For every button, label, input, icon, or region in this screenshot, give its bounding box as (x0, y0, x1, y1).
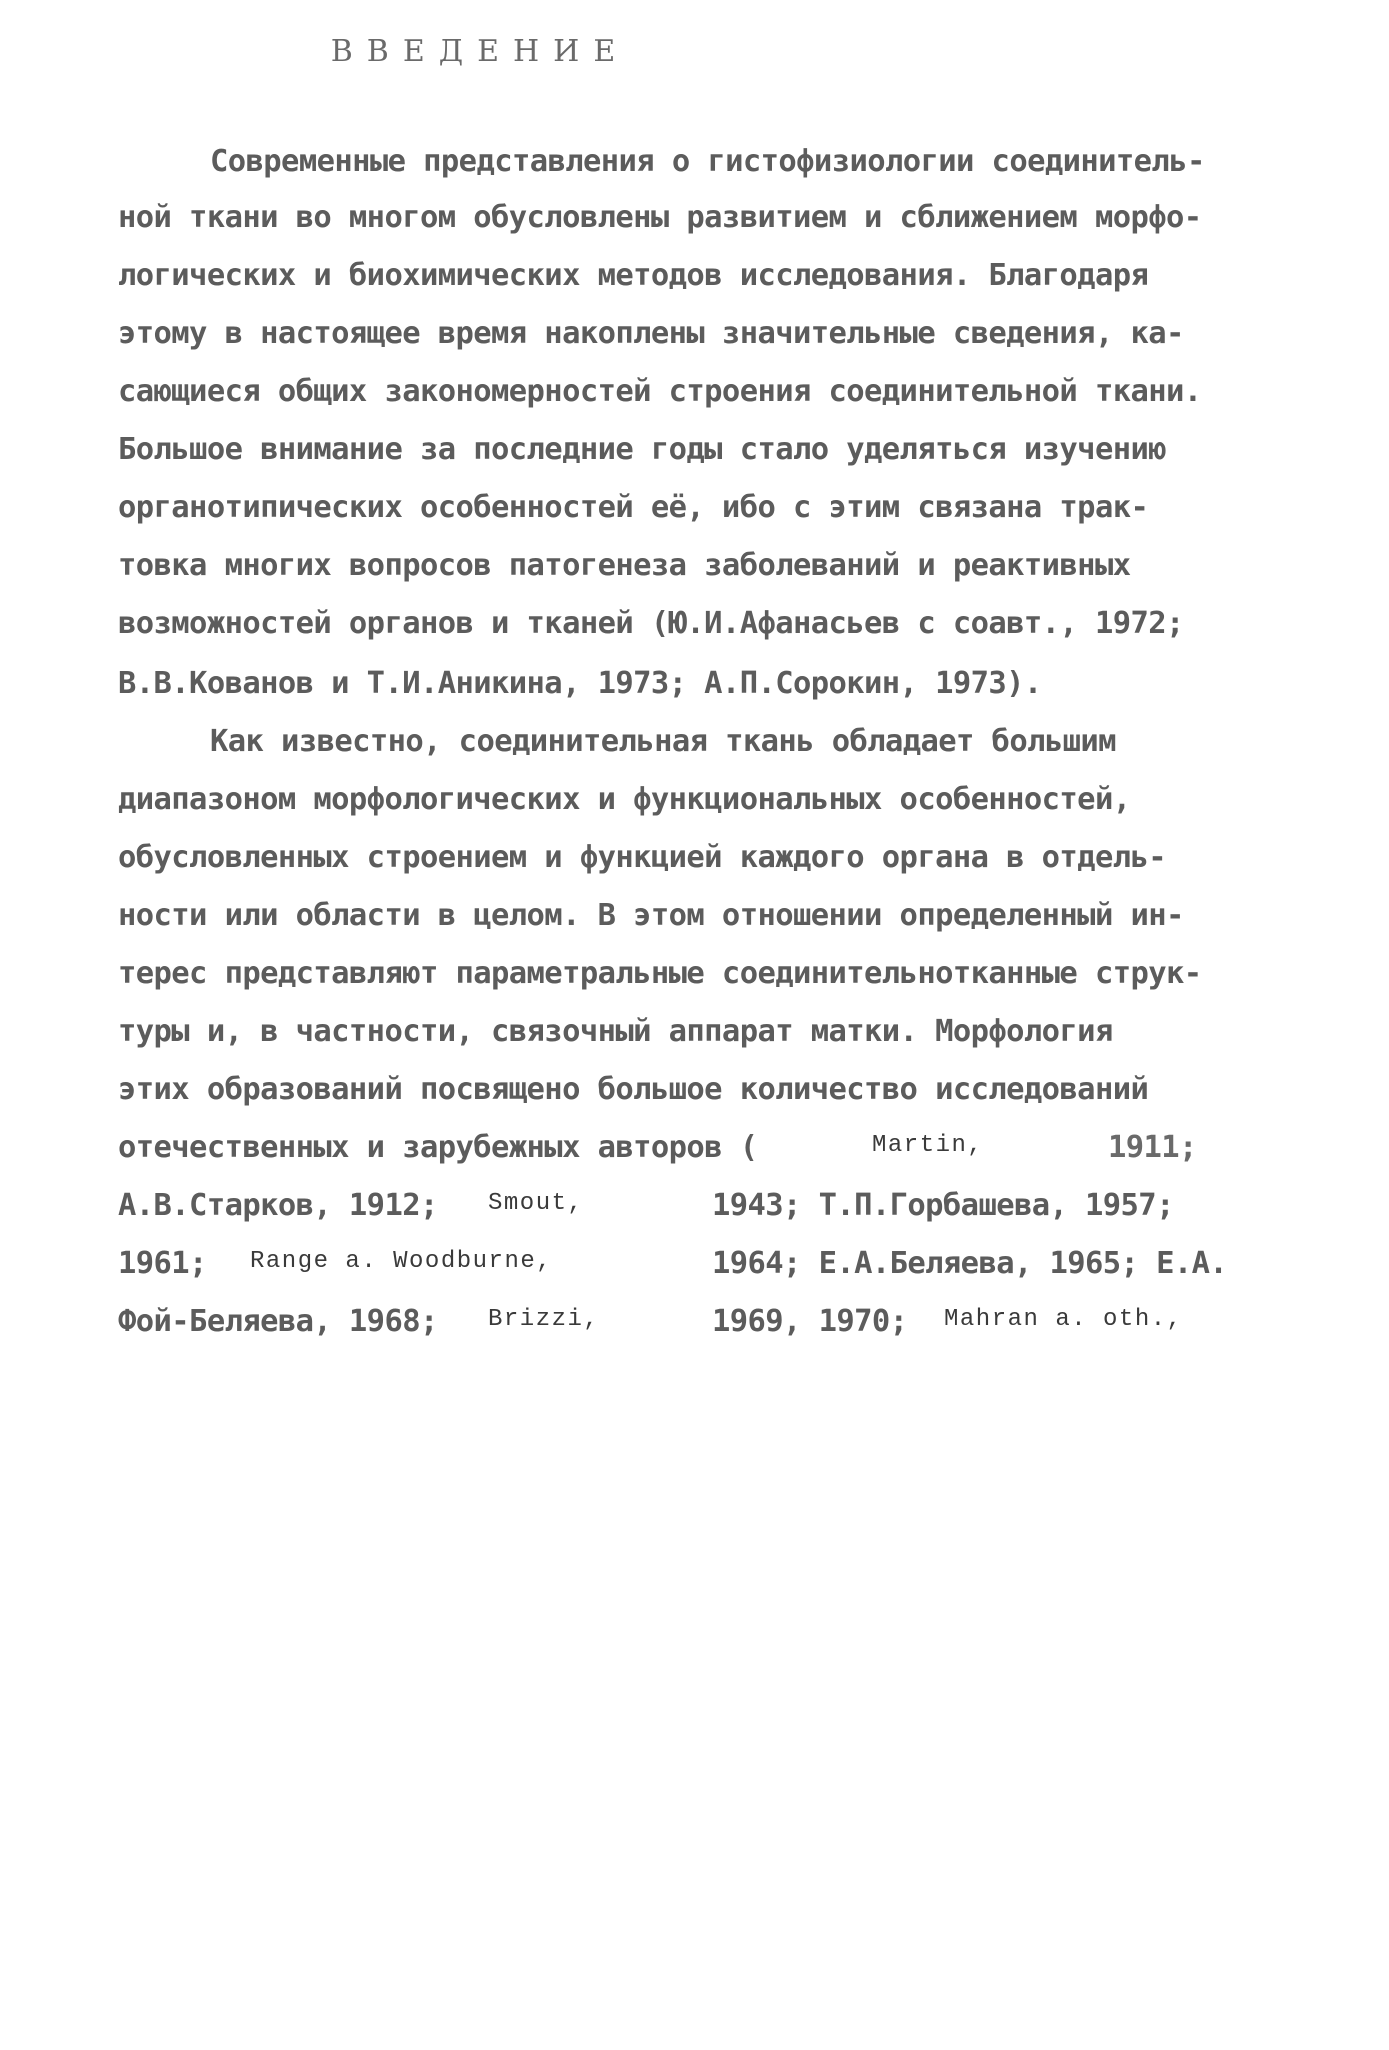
citation-latin-author: Brizzi, (488, 1306, 600, 1333)
text-line: возможностей органов и тканей (Ю.И.Афанасьев с соавт., 1972; (118, 606, 1184, 641)
text-line: ной ткани во многом обусловлены развитием и сближением морфо- (118, 200, 1202, 235)
text-line: В.В.Кованов и Т.И.Аникина, 1973; А.П.Сорокин, 1973). (118, 666, 1042, 701)
citation-latin-author: Martin, (872, 1132, 984, 1159)
text-line: ности или области в целом. В этом отношении определенный ин- (118, 898, 1184, 933)
text-line: Современные представления о гистофизиологии соединитель- (210, 144, 1205, 179)
citation-text: 1961; (118, 1246, 207, 1281)
text-line: этому в настоящее время накоплены значительные сведения, ка- (118, 316, 1184, 351)
citation-text: Фой-Беляева, 1968; (118, 1304, 438, 1339)
text-line: органотипических особенностей её, ибо с этим связана трак- (118, 490, 1149, 525)
citation-text: А.В.Старков, 1912; (118, 1188, 438, 1223)
text-line: логических и биохимических методов исследования. Благодаря (118, 258, 1149, 293)
citation-text: отечественных и зарубежных авторов ( (118, 1130, 758, 1165)
text-line: терес представляют параметральные соединительнотканные струк- (118, 956, 1202, 991)
citation-latin-author: Range a. Woodburne, (250, 1248, 553, 1275)
citation-latin-author: Smout, (488, 1190, 584, 1217)
text-line: диапазоном морфологических и функциональных особенностей, (118, 782, 1131, 817)
citation-text: 1964; Е.А.Беляева, 1965; Е.А. (712, 1246, 1228, 1281)
citation-year: 1911; (1108, 1130, 1197, 1165)
text-line: этих образований посвящено большое количество исследований (118, 1072, 1149, 1107)
text-line: товка многих вопросов патогенеза заболеваний и реактивных (118, 548, 1131, 583)
page-title: ВВЕДЕНИЕ (330, 34, 630, 69)
text-line: туры и, в частности, связочный аппарат матки. Морфология (118, 1014, 1113, 1049)
text-line: Как известно, соединительная ткань обладает большим (210, 724, 1116, 759)
text-line: Большое внимание за последние годы стало уделяться изучению (118, 432, 1166, 467)
text-line: обусловленных строением и функцией каждого органа в отдель- (118, 840, 1166, 875)
citation-latin-author: Mahran a. oth., (944, 1306, 1183, 1333)
citation-text: 1943; Т.П.Горбашева, 1957; (712, 1188, 1174, 1223)
citation-text: 1969, 1970; (712, 1304, 908, 1339)
text-line: сающиеся общих закономерностей строения соединительной ткани. (118, 374, 1202, 409)
